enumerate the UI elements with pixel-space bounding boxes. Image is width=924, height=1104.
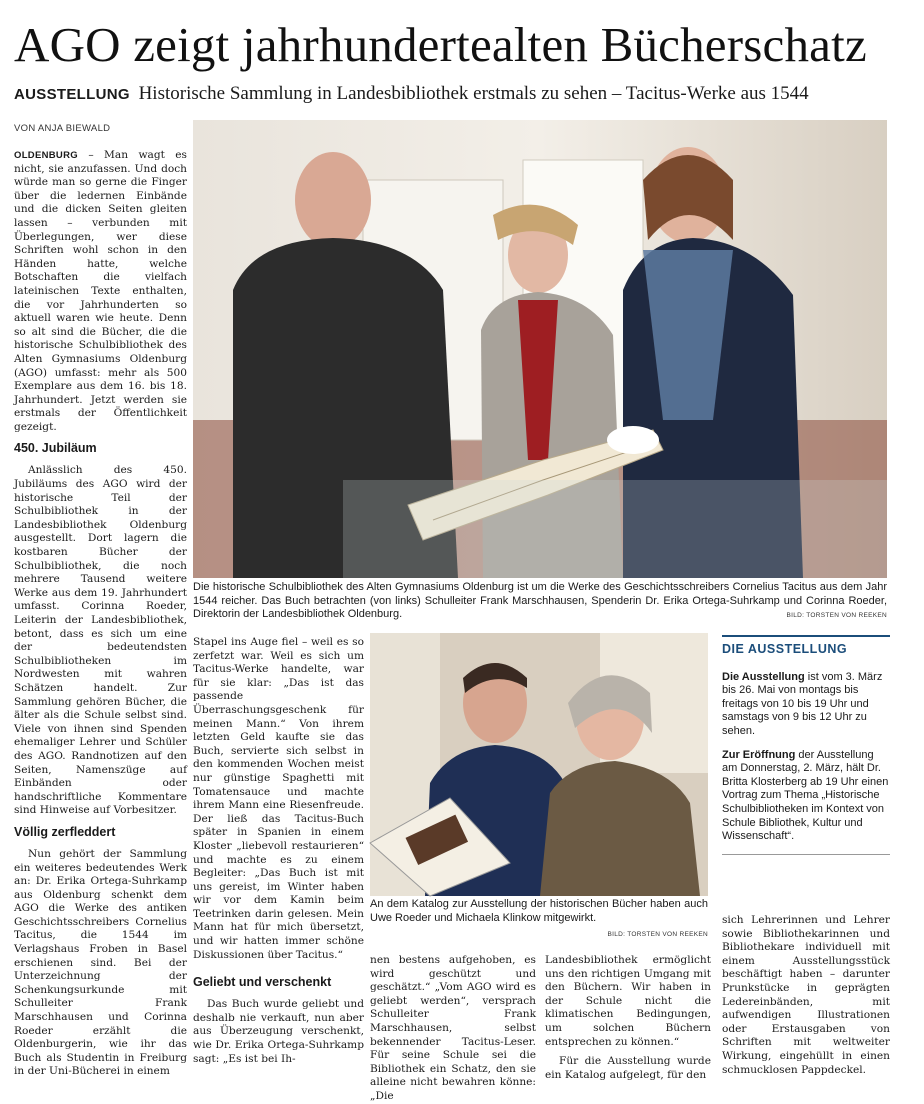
subhead-text: Historische Sammlung in Landesbibliothek erstmals zu sehen – Tacitus-Werke aus 1544 (138, 83, 809, 104)
second-photo (370, 633, 708, 896)
paragraph: Anlässlich des 450. Jubiläums des AGO wird der historische Teil der Schulbibliothek in der Landesbibliothek Oldenburg ausgestellt. Dort lagern die kostbaren Bücher der Schulbibliothek, die noch mehrere Tausend weitere Werke aus dem 19. Jahrhundert umfasst. Corinna Roeder, Leiterin der Landesbibliothek, betont, dass es sich um eine der bedeutendsten Schulbibliotheken im Nordwesten mit wahren Schätzen handelt. Zur Sammlung gehören Bücher, die älter als die Schule selbst sind. Viele von ihnen sind Spenden ehemaliger Lehrer und Schüler des AGO. Randnotizen auf den Seiten, Namenszüge auf Einbänden oder handschriftliche Kommentare sind Hinweise auf Vorbesitzer. (14, 464, 187, 817)
second-photo-credit: BILD: TORSTEN VON REEKEN (607, 931, 708, 938)
main-photo (193, 120, 887, 578)
dateline: OLDENBURG (14, 150, 78, 161)
info-box-title: DIE AUSSTELLUNG (722, 635, 890, 657)
article-column-4 (545, 954, 711, 1082)
paragraph: Stapel ins Auge fiel – weil es so zerfetzt war. Weil es sich um Tacitus-Werke handelte, war für sie klar: „Das ist das passende Überraschungsgeschenk für meinen Mann.“ Von ihrem letzten Geld kaufte sie das Buch, servierte sich selbst in den kommenden Wochen meist nur günstige Spaghetti mit Tomatensauce und machte ihrem Mann eine Riesenfreude. Der ließ das Tacitus-Buch später in Spanien in einem Kloster „liebevoll restaurieren“ und machte es zu einem Begleiter: „Das Buch ist mit uns gereist, im Winter haben wir vor dem Kamin beim Teetrinken darin gelesen. Mein Mann hat für mich übersetzt, und wir hatten immer schöne Diskussionen über Tacitus.“ (193, 636, 364, 961)
subheadline (14, 80, 910, 109)
article-column-5 (722, 914, 890, 1077)
photo-illustration (193, 120, 887, 578)
subheading-jubilaeum: 450. Jubiläum (14, 441, 97, 456)
paragraph: Nun gehört der Sammlung ein weiteres bedeutendes Werk an: Dr. Erika Ortega-Suhrkamp aus Oldenburg schenkt dem AGO die Werke des antiken Geschichtsschreibers Cornelius Tacitus, die 1544 im Verlagshaus Froben in Basel erschienen sind. Bei der Unterzeichnung der Schenkungsurkunde mit Schulleiter Frank Marschhausen und Corinna Roeder erzählt die Oldenburgerin, wie ihr das Buch als Studentin in Freiburg in der Uni-Bücherei in einem (14, 847, 187, 1078)
article-column-1 (14, 149, 187, 1079)
main-photo-credit: BILD: TORSTEN VON REEKEN (786, 612, 887, 619)
paragraph: Landesbibliothek ermöglicht uns den richtigen Umgang mit den Büchern. Wir haben in der Schule nicht die klimatischen Bedingungen, um solchen Büchern entsprechen zu können.“ (545, 954, 711, 1048)
photo-illustration (370, 633, 708, 896)
subheading-zerfleddert: Völlig zerfleddert (14, 824, 116, 839)
subheading-geliebt: Geliebt und verschenkt (193, 975, 332, 990)
article-column-3 (370, 954, 536, 1104)
byline: VON ANJA BIEWALD (14, 123, 111, 134)
info-box-divider (722, 854, 890, 855)
paragraph: nen bestens aufgehoben, es wird geschützt und geschätzt.“ „Vom AGO wird es geliebt werden“, verspraсh Schulleiter Frank Marschhausen, selbst bekennender Tacitus-Leser. Für seine Schule sei die Bibliothek ein Schatz, den sie alleine nicht bewahren könne: „Die (370, 954, 536, 1102)
paragraph: sich Lehrerinnen und Lehrer sowie Bibliothekarinnen und Bibliothekare individuell mit einem Ausstellungsstück beschäftigt haben – darunter Prunkstücke in geprägten Ledereinbänden, mit aufwendigen Illustrationen oder Erstausgaben von Schriften mit weltweiter Wirkung, eingehüllt in einen schmucklosen Pappdeckel. (722, 914, 890, 1076)
article-column-2 (193, 636, 364, 1066)
main-photo-caption: Die historische Schulbibliothek des Alten Gymnasiums Oldenburg ist um die Werke des Geschichtsschreibers Cornelius Tacitus aus dem Jahr 1544 reicher. Das Buch betrachten (von links) Schulleiter Frank Marschhausen, Spenderin Dr. Erika Ortega-Suhrkamp und Corinna Roeder, Direktorin der Landesbibliothek Oldenburg. (193, 581, 887, 621)
info-paragraph: Zur Eröffnung der Ausstellung am Donnerstag, 2. März, hält Dr. Britta Klosterberg ab 19 Uhr einen Vortrag zum Thema „Historische Schulbibliotheken im Kontext von Schule Bibliothek, Kultur und Wissenschaft“. (722, 748, 889, 843)
paragraph: Für die Ausstellung wurde ein Katalog aufgelegt, für den (545, 1055, 711, 1081)
headline: AGO zeigt jahrhundertealten Bücherschatz (14, 17, 867, 72)
subhead-kicker: AUSSTELLUNG (14, 86, 130, 103)
info-box (722, 635, 890, 855)
info-paragraph: Die Ausstellung ist vom 3. März bis 26. Mai von montags bis freitags von 10 bis 19 Uhr und samstags von 9 bis 12 Uhr zu sehen. (722, 670, 883, 737)
intro-paragraph: OLDENBURG – Man wagt es nicht, sie anzufassen. Und doch würde man so gerne die Finger über die ledernen Einbände und die dicken Seiten gleiten lassen – verbunden mit Überlegungen, wer diese Schriften wohl schon in den Händen hatte, welche Botschaften die vielfach lateinischen Texte enthalten, die vor Jahrhunderten so aktuell waren wie heute. Denn so alt sind die Bücher, die die historische Schulbibliothek des Alten Gymnasiums Oldenburg (AGO) umfasst: mehr als 500 Exemplare aus dem 16. bis 18. Jahrhundert. Jetzt werden sie erstmals der Öffentlichkeit gezeigt. (14, 149, 187, 433)
paragraph: Das Buch wurde geliebt und deshalb nie verkauft, nun aber aus Überzeugung verschenkt, wie Dr. Erika Ortega-Suhrkamp sagt: „Es ist bei Ih- (193, 998, 364, 1065)
second-photo-caption: An dem Katalog zur Ausstellung der historischen Bücher haben auch Uwe Roeder und Michaela Klinkow mitgewirkt. (370, 898, 708, 924)
